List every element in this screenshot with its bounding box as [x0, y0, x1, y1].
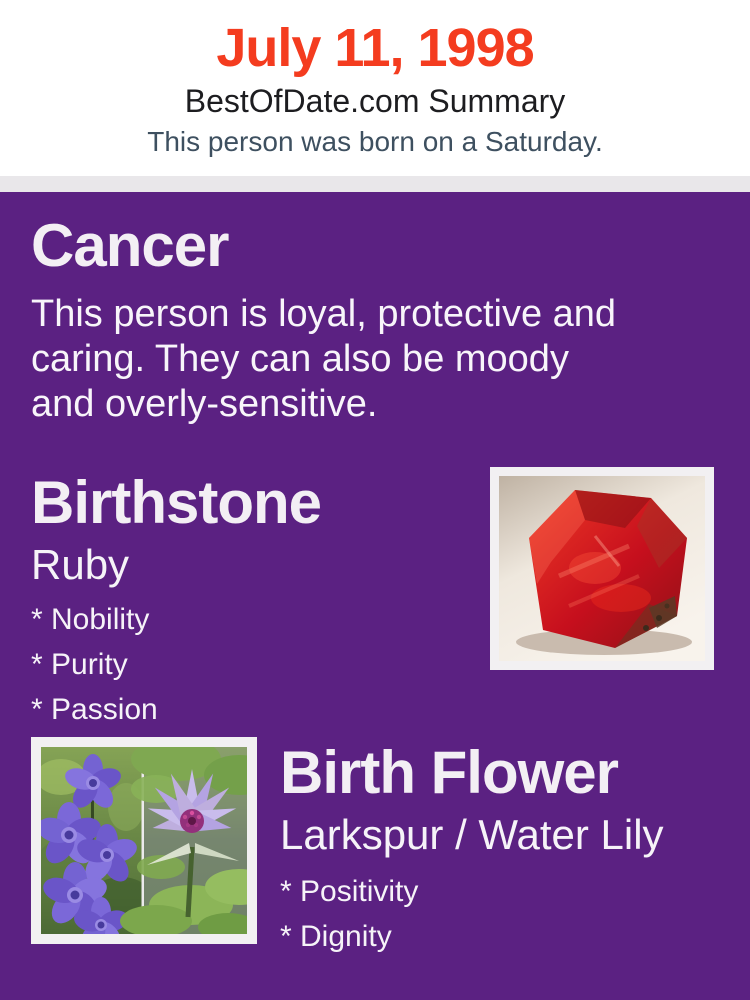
- zodiac-sign-heading: Cancer: [31, 212, 229, 279]
- birth-flower-traits: [280, 869, 664, 959]
- birthstone-heading: Birthstone: [31, 469, 321, 536]
- birthstone-section: [31, 467, 714, 732]
- birthstone-name: Ruby: [31, 541, 130, 588]
- larkspur-water-lily-photo: [41, 747, 247, 934]
- birthstone-traits: [31, 597, 321, 732]
- page-header: [0, 0, 750, 176]
- birth-flower-name: Larkspur / Water Lily: [280, 811, 664, 858]
- weekday-note: This person was born on a Saturday.: [147, 126, 603, 157]
- trait-item: * Nobility: [31, 603, 150, 636]
- trait-item: * Purity: [31, 648, 128, 681]
- trait-item: * Dignity: [280, 920, 392, 953]
- birthstone-text-column: [31, 467, 321, 732]
- site-summary-label: BestOfDate.com Summary: [184, 83, 566, 119]
- birth-flower-text-column: [280, 737, 664, 959]
- trait-item: * Passion: [31, 693, 158, 726]
- date-title: July 11, 1998: [216, 18, 534, 78]
- birth-flower-section: [31, 737, 714, 959]
- birth-flower-heading: Birth Flower: [280, 739, 619, 806]
- ruby-gemstone-photo: [499, 476, 705, 661]
- divider-strip: [0, 176, 750, 192]
- zodiac-section: [31, 210, 714, 427]
- trait-item: * Positivity: [280, 875, 419, 908]
- birth-flower-photo-frame: [31, 737, 257, 944]
- zodiac-description: This person is loyal, protective and caring. They can also be moody and overly-sensitive.: [31, 293, 617, 425]
- birthstone-photo-frame: [490, 467, 714, 670]
- summary-panel: [0, 192, 750, 1000]
